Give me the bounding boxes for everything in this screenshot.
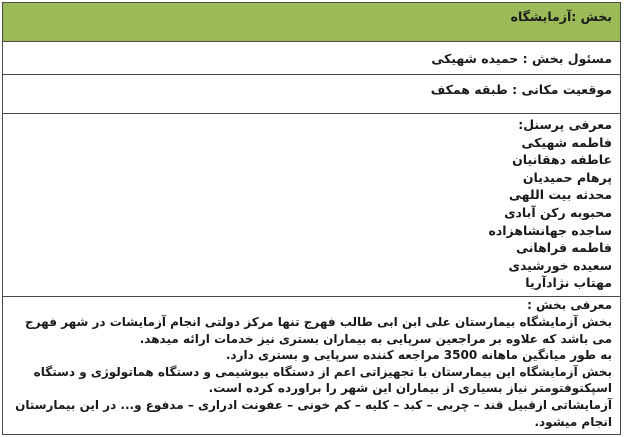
location-row (3, 75, 620, 114)
personnel-member: محبوبه رکن آبادی (504, 204, 612, 220)
intro-paragraph: بخش آزمایشگاه بیمارستان علی ابن ابی طالب فهرج تنها مرکز دولتی انجام آزمایشات در شهر فهرج می باشد که علاوه بر مراجعین سرپایی به بیماران بستری نیز خدمات ارائه میدهد. (25, 315, 612, 346)
intro-heading: معرفی بخش : (527, 298, 612, 312)
personnel-member: پرهام حمیدیان (522, 169, 612, 185)
personnel-member: محدثه بیت اللهی (509, 187, 612, 203)
personnel-member: فاطمه شهیکی (521, 134, 612, 150)
location-text: موقعیت مکانی : طبقه همکف (430, 82, 612, 97)
intro-paragraph: به طور میانگین ماهانه 3500 مراجعه کننده سرپایی و بستری دارد. (225, 348, 612, 363)
intro-paragraph: آزمایشاتی ازقبیل قند – چربی – کبد – کلیه – کم خونی – عفونت ادراری – مدفوع و... در این بیمارستان انجام میشود. (15, 397, 612, 429)
personnel-member: فاطمه فراهانی (516, 240, 612, 256)
manager-row (3, 42, 620, 75)
department-info-table (2, 2, 621, 435)
personnel-heading: معرفی پرسنل: (518, 117, 612, 132)
personnel-row (3, 114, 620, 297)
personnel-member: مهتاب نژادآریا (525, 275, 612, 291)
personnel-member: سعیده خورشیدی (508, 257, 612, 273)
intro-paragraph: بخش آزمایشگاه این بیمارستان با تجهیزاتی اعم از دستگاه بیوشیمی و دستگاه هماتولوژی و دستگاه اسپکتوفتومتر نیاز بسیاری از بیماران این شهر را براورده کرده است. (33, 364, 612, 396)
department-title: بخش :آزمایشگاه (510, 9, 612, 24)
manager-text: مسئول بخش : حمیده شهیکی (431, 51, 612, 66)
personnel-member: عاطفه دهقانیان (512, 152, 612, 168)
personnel-member: ساجده جهانشاهزاده (488, 222, 612, 238)
intro-row (3, 297, 620, 434)
department-header-row (3, 3, 620, 42)
